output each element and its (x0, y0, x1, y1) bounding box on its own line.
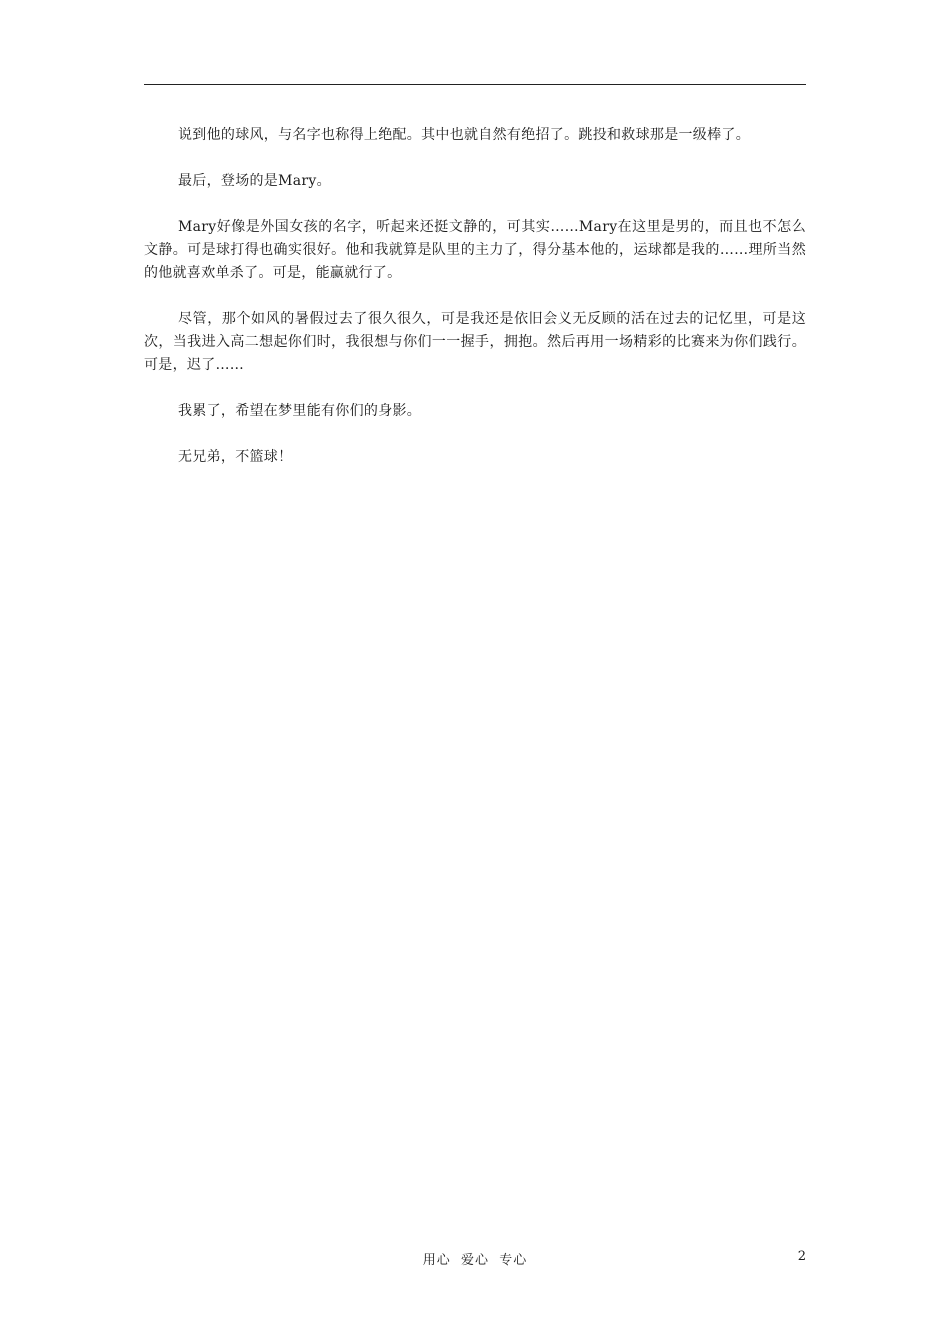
paragraph: 无兄弟，不篮球！ (178, 449, 293, 465)
paragraph: 说到他的球风，与名字也称得上绝配。其中也就自然有绝招了。跳投和救球那是一级棒了。 (178, 127, 750, 143)
paragraph: Mary好像是外国女孩的名字，听起来还挺文静的，可其实……Mary在这里是男的，而且也不怎么文静。可是球打得也确实很好。他和我就算是队里的主力了，得分基本他的，运球都是我的……理所当然的他就喜欢单杀了。可是，能赢就行了。 (144, 219, 806, 281)
paragraph: 尽管，那个如风的暑假过去了很久很久，可是我还是依旧会义无反顾的活在过去的记忆里，可是这次，当我进入高二想起你们时，我很想与你们一一握手，拥抱。然后再用一场精彩的比赛来为你们践行。可是，迟了…… (144, 311, 806, 373)
page-number: 2 (797, 1249, 806, 1264)
paragraph: 我累了，希望在梦里能有你们的身影。 (178, 403, 422, 419)
footer-motto: 用心 爱心 专心 (422, 1253, 528, 1268)
header-rule (144, 84, 806, 85)
document-body (144, 124, 806, 469)
paragraph: 最后，登场的是Mary。 (178, 173, 331, 189)
